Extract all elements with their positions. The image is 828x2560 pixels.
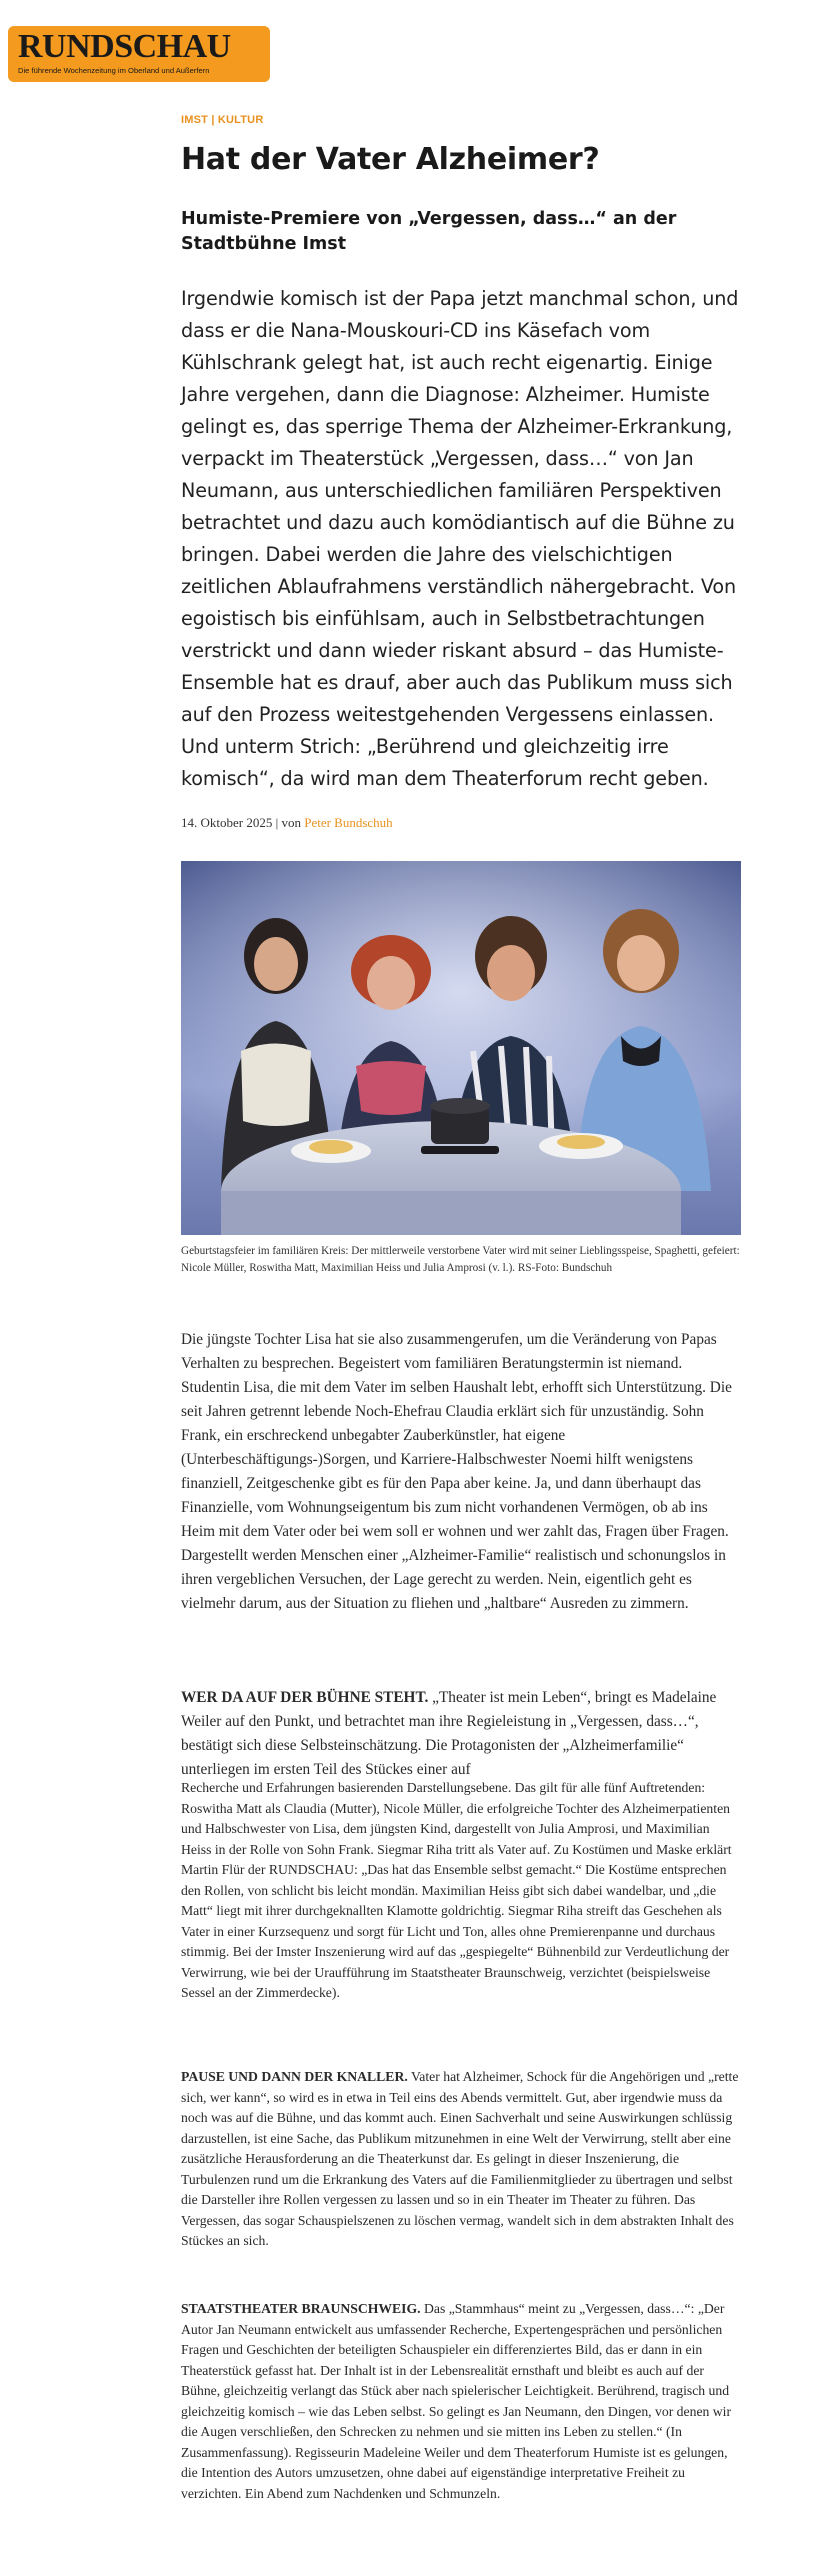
section-1-intro: [181, 1686, 741, 1782]
site-logo[interactable]: [8, 26, 270, 82]
article-category[interactable]: IMST | KULTUR: [181, 114, 264, 126]
article-title: Hat der Vater Alzheimer?: [181, 142, 600, 177]
logo-tagline: Die führende Wochenzeitung im Oberland und Außerfern: [18, 66, 210, 75]
section-1-body: Recherche und Erfahrungen basierenden Darstellungsebene. Das gilt für alle fünf Auftretenden: Roswitha Matt als Claudia (Mutter), Nicole Müller, die erfolgreiche Tochter des Alzheimerpatienten und Halbschwester von Lisa, dem jüngsten Kind, dargestellt von Julia Amprosi, und Maximilian Heiss in der Rolle von Sohn Frank. Siegmar Riha tritt als Vater auf. Zu Kostümen und Maske erklärt Martin Flür der RUNDSCHAU: „Das hat das Ensemble selbst gemacht.“ Die Kostüme entsprechen den Rollen, von schlicht bis leicht mondän. Maximilian Heiss gibt sich dabei wandelbar, und „die Matt“ liegt mit ihrer durchgeknallten Klamotte goldrichtig. Siegmar Riha streift das Geschehen als Vater in einer Kurzsequenz und sorgt für Licht und Ton, alles ohne Premierenpanne und durchaus stimmig. Bei der Imster Inszenierung wird auf das „gespiegelte“ Bühnenbild zur Verdeutlichung der Verwirrung, wie bei der Uraufführung im Staatstheater Braunschweig, verzichtet (beispielsweise Sessel an der Zimmerdecke).: [181, 1780, 732, 2000]
article-meta: [181, 815, 741, 831]
section-2-kicker: PAUSE UND DANN DER KNALLER.: [181, 2069, 408, 2084]
section-3-kicker: STAATSTHEATER BRAUNSCHWEIG.: [181, 2301, 421, 2316]
stage-photo-illustration: [181, 861, 741, 1235]
byline-separator: | von: [275, 815, 301, 830]
section-2-text: Vater hat Alzheimer, Schock für die Angehörigen und „rette sich, wer kann“, so wird es in etwa in Teil eins des Abends vermittelt. Gut, aber irgendwie muss da noch was auf die Bühne, und das kommt auch. Einen Sachverhalt und seine Auswirkungen schlüssig darzustellen, ist eine Sache, das Publikum mitzunehmen in eine Welt der Verwirrung, stellt aber eine zusätzliche Herausforderung an die Theaterkunst dar. Es gelingt in dieser Inszenierung, die Turbulenzen rund um die Erkrankung des Vaters auf die Familienmitglieder zu übertragen und selbst die Darsteller ihre Rollen vergessen zu lassen und so in ein Theater im Theater zu führen. Das Vergessen, das sogar Schauspielszenen zu löschen vermag, wandelt sich in dem abstrakten Inhalt des Stückes an sich.: [181, 2069, 739, 2248]
article-lead: Irgendwie komisch ist der Papa jetzt manchmal schon, und dass er die Nana-Mouskouri-CD ins Käsefach vom Kühlschrank gelegt hat, ist auch recht eigenartig. Einige Jahre vergehen, dann die Diagnose: Alzheimer. Humiste gelingt es, das sperrige Thema der Alzheimer-Erkrankung, verpackt im Theaterstück „Vergessen, dass…“ von Jan Neumann, aus unterschiedlichen familiären Perspektiven betrachtet und dazu auch komödiantisch auf die Bühne zu bringen. Dabei werden die Jahre des vielschichtigen zeitlichen Ablaufrahmens verständlich nähergebracht. Von egoistisch bis einfühlsam, auch in Selbstbetrachtungen verstrickt und dann wieder riskant absurd – das Humiste-Ensemble hat es drauf, aber auch das Publikum muss sich auf den Prozess weitestgehenden Vergessens einlassen. Und unterm Strich: „Berührend und gleichzeitig irre komisch“, da wird man dem Theaterforum recht geben.: [181, 287, 739, 790]
article-subtitle: Humiste-Premiere von „Vergessen, dass…“ an der Stadtbühne Imst: [181, 209, 677, 254]
photo-caption: Geburtstagsfeier im familiären Kreis: Der mittlerweile verstorbene Vater wird mit seiner Lieblingsspeise, Spaghetti, gefeiert: Nicole Müller, Roswitha Matt, Maximilian Heiss und Julia Amprosi (v. l.). RS-Foto: Bundschuh: [181, 1245, 740, 1274]
section-1-text-large: „Theater ist mein Leben“, bringt es Madelaine Weiler auf den Punkt, und betrachtet man ihre Regieleistung in „Vergessen, dass…“, bestätigt sich diese Selbsteinschätzung. Die Protagonisten der „Alzheimerfamilie“ unterliegen im ersten Teil des Stückes einer auf: [181, 1689, 717, 1778]
article-photo: [181, 861, 741, 1235]
section-1-kicker: WER DA AUF DER BÜHNE STEHT.: [181, 1689, 429, 1706]
section-3-text: Das „Stammhaus“ meint zu „Vergessen, dass…“: „Der Autor Jan Neumann entwickelt aus umfassender Recherche, Expertengesprächen und persönlichen Fragen und Geschichten der beteiligten Schauspieler ein differenziertes Bild, das er dann in ein Theaterstück gefasst hat. Der Inhalt ist in der Lebensrealität ernsthaft und bleibt es auch auf der Bühne, gleichzeitig verlangt das Stück aber nach spielerischer Leichtigkeit. Berührend, tragisch und gleichzeitig komisch – wie das Leben selbst. So gelingt es Jan Neumann, den Dingen, vor denen wir die Augen verschließen, den Schrecken zu nehmen und sie mitten ins Leben zu stellen.“ (In Zusammenfassung). Regisseurin Madeleine Weiler und dem Theaterforum Humiste ist es gelungen, die Intention des Autors umzusetzen, ohne dabei auf eigenständige interpretative Freiheit zu verzichten. Ein Abend zum Nachdenken und Schmunzeln.: [181, 2301, 732, 2501]
section-3: [181, 2299, 741, 2504]
body-paragraph-1: Die jüngste Tochter Lisa hat sie also zusammengerufen, um die Veränderung von Papas Verhalten zu besprechen. Begeistert vom familiären Beratungstermin ist niemand. Studentin Lisa, die mit dem Vater im selben Haushalt lebt, erhofft sich Unterstützung. Die seit Jahren getrennt lebende Noch-Ehefrau Claudia erklärt sich für unzuständig. Sohn Frank, ein erschreckend unbegabter Zauberkünstler, hat eigene (Unterbeschäftigungs-)Sorgen, und Karriere-Halbschwester Noemi hilft wenigstens finanziell, Zeitgeschenke gibt es für den Papa aber keine. Ja, und dann überhaupt das Finanzielle, vom Wohnungseigentum bis zum nicht vorhandenen Vermögen, ob ab ins Heim mit dem Vater oder bei wem soll er wohnen und wer zahlt das, Fragen über Fragen. Dargestellt werden Menschen einer „Alzheimer-Familie“ realistisch und schonungslos in ihren vergeblichen Versuchen, der Lage gerecht zu werden. Nein, eigentlich geht es vielmehr darum, aus der Situation zu fliehen und „haltbare“ Ausreden zu zimmern.: [181, 1331, 732, 1612]
publish-date: 14. Oktober 2025: [181, 815, 273, 830]
section-2: [181, 2067, 741, 2252]
logo-wordmark: RUNDSCHAU: [18, 28, 231, 65]
author-link[interactable]: Peter Bundschuh: [304, 815, 393, 830]
